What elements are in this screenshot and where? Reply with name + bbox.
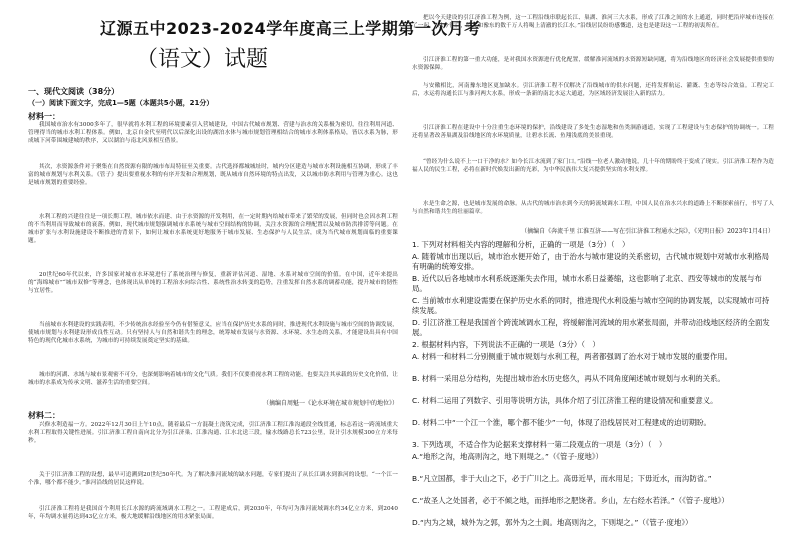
material-one-paragraph: 其次，水资源条件对于聚集在自然资源有限的城市布局特征至关重要。古代选择都城城址时，城内分区建造与城市水利设施相互协调，形成了丰富的城市规划与水利关系。《管子》提出要重视水利的有序开发和合理规划，既从城市自然环境的特点出发，又以城市防水利用与管理为重心。这也是城市规划的重要经验。 (28, 164, 398, 187)
material-two-paragraph: “曾经为什么说不上一口干净的水？如今长江水流到了家门口。”沿线一位老人激动地说，几十年的期盼终于变成了现实。引江济淮工程作为造福人民的民生工程，必将在新时代焕发出新的光彩，为中华民族伟大复兴提供坚实的水利支撑。 (412, 159, 774, 174)
question-option: D.“内为之城，城外为之郭，郭外为之土阆。地高则沟之，下则堤之。”（《管子·度地》） (412, 518, 693, 527)
material-two-paragraph: 水是生命之源，也是城市发展的命脉。从古代的城市治水到今天的跨流域调水工程，中国人民在治水兴水的道路上不断探索前行，书写了人与自然和谐共生的壮丽篇章。 (412, 201, 774, 216)
question-option: A.“地形之沟，地高则沟之，地下则堤之。”（《管子·度地》） (412, 452, 603, 461)
question-option: A. 材料一和材料二分别侧重于城市规划与水利工程，两者都强调了治水对于城市发展的重要作用。 (412, 352, 733, 361)
question-option: C. 材料二运用了列数字、引用等说明方法，具体介绍了引江济淮工程的建设情况和重要意义。 (412, 396, 718, 405)
exam-title: 辽源五中2023-2024学年度高三上学期第一次月考 (100, 19, 481, 38)
question-line: 1. 下列对材料相关内容的理解和分析，正确的一项是（3分）（ ） (412, 240, 630, 249)
material-one-paragraph: 城市的河湖、水域与城市景观密不可分，也深刻影响着城市的文化气质。我们不仅要重视水利工程的功能，也要关注其承载的历史文化价值，让城市的水系成为传承文明、滋养生活的重要空间。 (28, 372, 398, 387)
material-one-paragraph: 20世纪60年代以来，许多国家对城市水环境进行了系统治理与修复，重新评估河道、湿地、水系对城市空间的价值。在中国，近年来提出的“海绵城市”“城市双修”等理念，也体现出从单纯的工程治水向综合性、系统性治水转变的趋势，注重发挥自然水系的调蓄功能，提升城市的韧性与宜居性。 (28, 272, 398, 295)
question-option: B. 材料一采用总分结构，先提出城市治水历史悠久，再从不同角度阐述城市规划与水利的关系。 (412, 374, 725, 383)
material-two-paragraph: 引江济淮工程的第一重大功能，是对我国水资源进行优化配置，缓解淮河流域的水资源短缺问题，将为沿线地区的经济社会发展提供重要的水资源保障。 (412, 57, 774, 72)
material-two-paragraph: 与安徽相比，河南豫东地区更加缺水。引江济淮工程不仅解决了沿线城市的供水问题，还将发挥航运、灌溉、生态等综合效益。工程完工后，水运将沟通长江与淮河两大水系，形成一条新的南北水运大通道，为区域经济发展注入新的活力。 (412, 83, 774, 98)
material-one-paragraph: 我国城市治水有3000多年了，很早就将水利工程的环境要素引入营城建设，中国古代城市规划、营建与治水的关系极为密切，往往利用河道、管理得当的城市水利工程体系。例如，北京自金代至明代以后深化出设的湖泊水体与城市规划管理相结合的城市水利体系格局，皆以水系为脉，形成城下河带围城建城的秩序，又以湖泊与南北风景相互借景。 (28, 122, 398, 145)
question-line: 3. 下列选项，不适合作为论据来支撑材料一第二段观点的一项是（3分）（ ） (412, 440, 667, 449)
section-subheading: （一）阅读下面文字，完成1—5题（本题共5小题，21分） (28, 99, 214, 107)
material-two-source: （摘编自《奔流千里 江淮互济——写在引江济淮工程通水之际》，《光明日报》2023年1月4日） (521, 228, 774, 235)
question-line: 2. 根据材料内容，下列说法不正确的一项是（3分）（ ） (412, 340, 600, 349)
question-option: B.“凡立国都，非于大山之下，必于广川之上。高毋近旱，而水用足；下毋近水，而沟防省。” (412, 474, 712, 483)
material-one-label: 材料一： (28, 112, 60, 121)
question-option: C. 当前城市水利建设需要在保护历史水系的同时，推进现代水利设施与城市空间的协调发展，以实现城市可持续发展。 (412, 296, 770, 316)
question-option: A. 随着城市出现以后，城市治水便开始了，由于治水与城市建设的关系密切，古代城市规划中对城市水利格局有明确的统筹安排。 (412, 252, 769, 272)
question-option: C.“故圣人之处国者，必于不倾之地，而择地形之肥饶者。乡山，左右经水若泽。”（《管子·度地》） (412, 496, 729, 505)
material-two-paragraph: 把以今天建设的引江济淮工程为例，这一工程沿线串联起长江、巢湖、淮河三大水系，形成了江淮之间的水上通道，同时把沿岸城市连接在了一起。“从今往后，皖北和豫东的数千万人将喝上清澈的长江水。”沿线居民纷纷感慨道，这也是建设这一工程的初衷所在。 (412, 15, 774, 30)
question-option: B. 近代以后各地城市水利系统逐渐失去作用，城市水系日益萎缩，这也影响了北京、西安等城市的发展与布局。 (412, 274, 762, 294)
material-one-source: （摘编自周魁一《论水环境在城市规划中的地位》） (262, 400, 398, 407)
section-heading: 一、现代文阅读（38分） (28, 87, 120, 96)
exam-subtitle: （语文）试题 (136, 47, 269, 72)
material-two-paragraph: 引江济淮工程将是我国首个利用长江水源的跨流域调水工程之一。工程建成后，到2030年，年均可为淮河流域调水约34亿立方米，到2040年，年均调水量将达到43亿立方米，极大地缓解沿线地区的用水紧张局面。 (28, 506, 398, 521)
material-one-paragraph: 当前城市水利建设的实践表明，不少传统治水经验至今仍有借鉴意义，应当在保护历史水系的同时，推进现代水利设施与城市空间的协调发展，使城市规划与水利建设形成良性互动。只有坚持人与自然和谐共生的理念，统筹城市发展与水资源、水环境、水生态的关系，才能建设出具有中国特色的现代化城市水系统，为城市的可持续发展奠定坚实的基础。 (28, 322, 398, 345)
material-two-label: 材料二： (28, 411, 60, 420)
material-two-paragraph: 兴修水利造福一方。2022年12月30日上午10点，随着最后一方混凝土浇筑完成，引江济淮工程江淮沟通段全线贯通，标志着这一跨流域重大水利工程取得关键性进展。引江济淮工程自南向北分为引江济巢、江淮沟通、江水北送三段，输水线路总长723公里，设计引水规模300立方米每秒。 (28, 422, 398, 445)
material-two-paragraph: 关于引江济淮工程的设想，最早可追溯到20世纪50年代。为了解决淮河流域的缺水问题，专家们提出了从长江调水到淮河的设想。“一个江一个淮，哪个都不能少。”淮河沿线的居民这样说。 (28, 472, 398, 487)
question-option: D. 引江济淮工程是我国首个跨流域调水工程，将缓解淮河流域的用水紧张局面，并带动沿线地区经济的全面发展。 (412, 318, 770, 338)
question-option: D. 材料二中“一个江一个淮，哪个都不能少”一句，体现了沿线居民对工程建成的迫切期盼。 (412, 418, 711, 427)
material-one-paragraph: 水利工程的兴建往往是一项长期工程，城市依水而建、由于水资源的开发利用，在一定时期内给城市带来了繁荣的发展，但同时也会因水利工程的不当利用而导致城市的衰落。例如，现代城市规划强调城市水系统与城市空间结构的协调，关注水资源的合理配置以及城市防洪排涝等问题。在城市扩张与水利设施建设不断推进的背景下，如何让城市水系统更好地服务于城市发展、生态保护与人民生活，成为当代城市规划面临的重要课题。 (28, 214, 398, 245)
material-two-paragraph: 引江济淮工程在建设中十分注重生态环境的保护，沿线建设了多处生态湿地和鱼类洄游通道，实现了工程建设与生态保护的协调统一。工程还将显著改善巢湖及沿线地区的水环境质量，让碧水长流、鱼翔浅底的美景重现。 (412, 125, 774, 140)
